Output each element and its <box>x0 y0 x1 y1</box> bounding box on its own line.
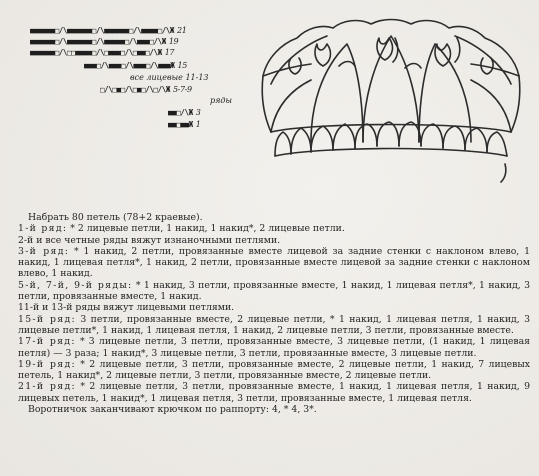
chart-row-symbols: □/\□■□/\□■□/\□/\Ж <box>100 85 170 94</box>
chart-row-15 <box>84 61 187 70</box>
rows-11-13-instruction: 11-й и 13-й ряды вяжут лицевыми петлями. <box>18 302 235 314</box>
chart-row-number: 11-13 <box>185 73 209 82</box>
chart-row-number: 5-7-9 <box>172 85 192 94</box>
chart-row-symbols: ■■■□/\■■■□/\■■■□/\■■■Ж <box>84 61 175 70</box>
chart-row-5-7-9 <box>100 85 192 94</box>
chart-row-11-13 <box>130 73 209 82</box>
row-19-instruction <box>18 359 530 382</box>
chart-row-21 <box>30 26 186 35</box>
row-21-instruction <box>18 381 530 404</box>
row-label: 1-й ряд: <box>18 223 68 235</box>
row-label: 15-й ряд: <box>18 313 76 325</box>
row-text: * 1 накид, 2 петли, провязанные вместе лицевой за задние стенки с наклоном влево, 1 накид, 1 лицевая петля*, 1 накид, 2 петли, провязанные вместе лицевой за задние стенки с наклоном влево, 1 накид. <box>18 245 531 280</box>
row-text: 3 петли, провязанные вместе, 2 лицевые петли, * 1 накид, 1 лицевая петля, 1 накид, 3 лицевые петли*, 1 накид, 1 лицевая петля, 1 накид, 2 лицевые петли, 3 петли, провязанные вместе. <box>18 313 531 336</box>
chart-rows-word: ряды <box>210 96 233 105</box>
row-label: 17-й ряд: <box>18 336 76 348</box>
row-15-instruction <box>18 314 530 337</box>
chart-row-symbols: ■■■■■■□/\■■■■■■□/\■■■■■□/\■■■□/\Ж <box>30 37 166 46</box>
row-text: * 2 лицевые петли, 3 петли, провязанные вместе, 1 накид, 1 лицевая петля, 1 накид, 9 лицевых петель, 1 накид*, 1 лицевая петля, 3 петли, провязанные вместе, 1 лицевая петля. <box>18 381 531 404</box>
chart-row-symbols: ■■□/\Ж <box>168 108 193 117</box>
chart-row-number: 1 <box>195 120 201 129</box>
chart-row-number: 21 <box>177 26 187 35</box>
row-label: 21-й ряд: <box>18 381 76 393</box>
even-rows-instruction: 2-й и все четные ряды вяжут изнаночными петлями. <box>18 234 281 246</box>
row-17-instruction <box>18 336 530 359</box>
chart-row-number: 17 <box>164 48 175 57</box>
chart-row-symbols: ■■■■■■□/\□□■■■■□/\□■■■□/\□■■□/\Ж <box>30 48 162 57</box>
chart-rows-label <box>210 96 232 105</box>
cast-on-line: Набрать 80 петель (78+2 краевые). <box>28 212 203 223</box>
chart-row-number: 3 <box>195 108 201 117</box>
row-text: * 1 накид, 3 петли, провязанные вместе, 1 накид, 1 лицевая петля*, 1 накид, 3 петли, провязанные вместе, 1 накид. <box>18 279 531 303</box>
pattern-instructions <box>18 212 530 415</box>
row-label: 5-й, 7-й, 9-й ряды: <box>18 279 133 291</box>
rows-5-7-9-instruction <box>18 280 530 303</box>
chart-row-symbols: ■■□■■Ж <box>168 120 193 129</box>
chart-row-number: 19 <box>168 37 179 46</box>
row-label: 3-й ряд: <box>18 245 70 257</box>
chart-row-17 <box>30 48 174 57</box>
chart-row-19 <box>30 37 178 46</box>
chart-row-3 <box>168 108 200 117</box>
row-3-instruction <box>18 246 530 280</box>
finishing-instruction: Воротничок заканчивают крючком по раппорту: 4, * 4, 3*. <box>28 404 317 416</box>
row-text: * 3 лицевые петли, 3 петли, провязанные вместе, 3 лицевые петли, (1 накид, 1 лицевая петля) — 3 раза; 1 накид*, 3 лицевые петли, 3 петли, провязанные вместе, 3 лицевые петли. <box>18 336 530 359</box>
chart-row-1 <box>168 120 200 129</box>
row-1-instruction <box>18 223 530 234</box>
chart-row-number: 15 <box>177 61 187 70</box>
row-label: 19-й ряд: <box>18 358 76 370</box>
row-text: * 2 лицевые петли, 1 накид, 1 накид*, 2 лицевые петли. <box>67 223 345 235</box>
collar-illustration <box>255 14 527 204</box>
chart-row-symbols: ■■■■■■□/\■■■■■■□/\■■■■■■□/\■■■■□/\Ж <box>30 26 175 35</box>
row-text: * 2 лицевые петли, 3 петли, провязанные вместе, 2 лицевые петли, 1 накид, 7 лицевых петель, 1 накид*, 2 лицевые петли, 3 петли, провязанные вместе, 2 лицевые петли. <box>18 358 530 382</box>
chart-row-symbols: все лицевые <box>130 73 183 82</box>
